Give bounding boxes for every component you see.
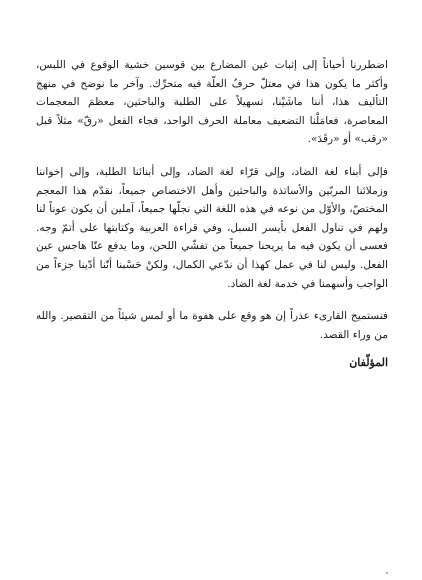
paragraph-method-note: اضطررنا أحياناً إلى إثبات عين المضارع بين قوسين خشية الوقوع في اللبس، وأكثر ما يكون هذا في معتلّ حرفُ العلّة فيه متحرِّك. وآخر ما نوضح في منهج التأليف هذا، أننا ماشَيْنا، تسهيلاً على الطلبة والباحثين، معظمَ المعجمات المعاصرة، فعامَلْنا التضعيف معاملة الحرف الواحد، فجاء الفعل «رقّ» مثلاً قبل «رقب» أو «رقَدَ». <box>36 59 388 146</box>
authors-signature: المؤلّفان <box>349 356 388 370</box>
paragraph-dedication: فإلى أبناء لغة الضاد، وإلى قرّاء لغة الضاد، وإلى أبنائنا الطلبة، وإلى إخواننا وزملائنا المربّين والأساتذة والباحثين وأهل الاختصاص جميعاً، نقدّم هذا المعجم المختصّ، والأوّل من نوعه في هذه اللغة التي نجلّها جميعاً، آملين أن يكون عوناً لنا ولهم في تناول الفعل بأيسر السبل، وفي قراءة العربية وكتابتها على أتمّ وجه. فعسى أن يكون فيه ما يريحنا جميعاً من تفشّي اللحن، وما يدفع عنّا هاجس عين الفعل. وليس لنا في عمل كهذا أن ندّعي الكمال، ولكنْ حَسْبنا أنّنا أدّينا جزءاً من الواجب وأسهمنا في خدمة لغة الضاد. <box>36 165 388 290</box>
paragraph-apology: فنستميح القارىء عذراً إن هو وقع على هفوة ما أو لمس شيئاً من التقصير. والله من وراء القصد. <box>36 310 388 341</box>
page-speck <box>386 572 388 574</box>
